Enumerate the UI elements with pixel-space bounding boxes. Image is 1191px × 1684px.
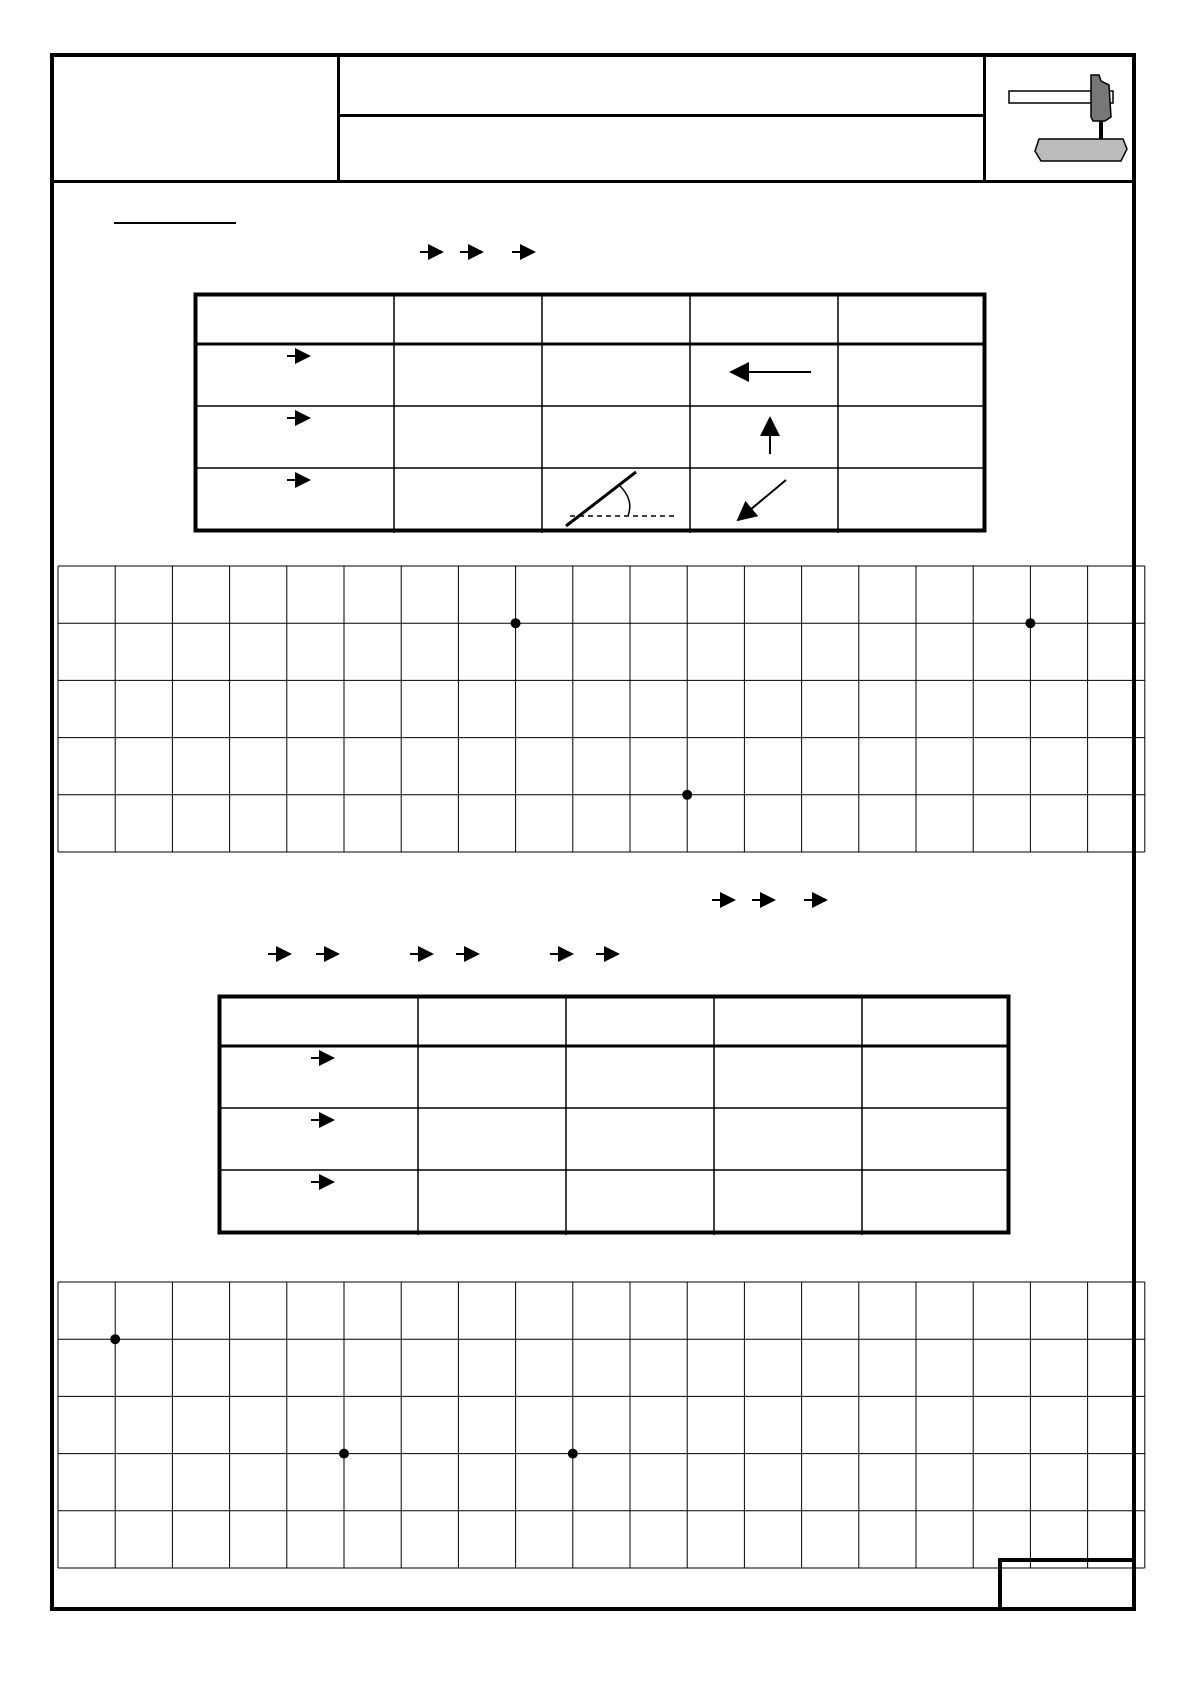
section2-vector-arrows-line2 [266, 948, 626, 960]
section2-row2-vector-arrow [309, 1114, 339, 1126]
welding-torch-icon [1005, 65, 1130, 175]
section2-grid [58, 1282, 1144, 1568]
section2-vector-arrows-line1 [710, 894, 834, 906]
section2-grid-point [339, 1449, 349, 1459]
section1-grid-point [1025, 618, 1035, 628]
angle-diagram-icon [564, 470, 684, 528]
section2-grid-point [568, 1449, 578, 1459]
arrow-down-left-icon [732, 478, 792, 526]
arrow-left-icon [725, 362, 815, 382]
section2-row1-vector-arrow [309, 1052, 339, 1064]
section1-grid [58, 566, 1144, 852]
header-title-divider [337, 114, 985, 117]
section1-heading-underline [114, 222, 236, 224]
arrow-up-icon [760, 414, 780, 456]
section1-grid-point [682, 790, 692, 800]
section2-grid-point [110, 1334, 120, 1344]
section1-row1-vector-arrow [285, 350, 315, 362]
section1-row3-vector-arrow [285, 474, 315, 486]
section2-row3-vector-arrow [309, 1176, 339, 1188]
header-divider-right [983, 53, 986, 182]
section1-row2-vector-arrow [285, 412, 315, 424]
section1-vector-arrows [418, 246, 538, 258]
header-bottom-line [50, 180, 1136, 183]
section1-grid-point [511, 618, 521, 628]
page-number-box [998, 1558, 1136, 1611]
header-divider-left [337, 53, 340, 182]
